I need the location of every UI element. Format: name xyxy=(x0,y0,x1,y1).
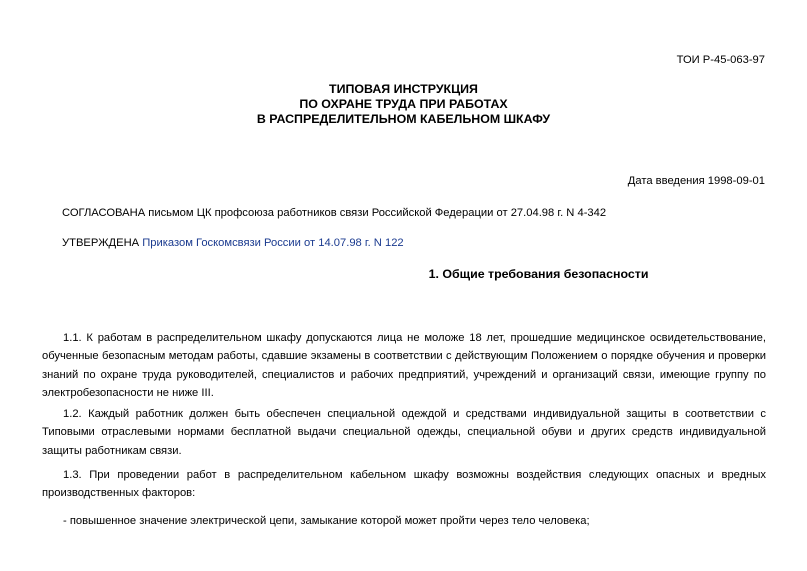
document-number: ТОИ Р-45-063-97 xyxy=(676,54,765,66)
document-title xyxy=(0,82,807,127)
approval-order-link[interactable]: Приказом Госкомсвязи России от 14.07.98 г. N 122 xyxy=(142,237,404,249)
agreed-note: СОГЛАСОВАНА письмом ЦК профсоюза работников связи Российской Федерации от 27.04.98 г. N 4-342 xyxy=(62,207,607,219)
title-line-3: В РАСПРЕДЕЛИТЕЛЬНОМ КАБЕЛЬНОМ ШКАФУ xyxy=(256,112,551,126)
paragraph-1-3: 1.3. При проведении работ в распределительном кабельном шкафу возможны воздействия следующих опасных и вредных производственных факторов: xyxy=(42,469,766,500)
section-title: 1. Общие требования безопасности xyxy=(428,267,649,281)
paragraph-list-item: - повышенное значение электрической цепи, замыкание которой может пройти через тело человека; xyxy=(63,515,590,527)
title-line-1: ТИПОВАЯ ИНСТРУКЦИЯ xyxy=(329,82,478,96)
section-heading xyxy=(0,267,807,281)
intro-date: Дата введения 1998-09-01 xyxy=(627,175,765,187)
title-line-2: ПО ОХРАНЕ ТРУДА ПРИ РАБОТАХ xyxy=(299,97,508,111)
approved-prefix: УТВЕРЖДЕНА xyxy=(62,237,143,249)
paragraph-1-1: 1.1. К работам в распределительном шкафу допускаются лица не моложе 18 лет, прошедшие медицинское освидетельствование, обученные безопасным методам работы, сдавшие экзамены в соответствии с действующим Положением о порядке обучения и проверки знаний по охране труда руководителей, специалистов и рабочих предприятий, учреждений и организаций связи, имеющие группу по электробезопасности не ниже III. xyxy=(42,332,766,400)
approved-note xyxy=(62,237,404,249)
paragraph-1-2: 1.2. Каждый работник должен быть обеспечен специальной одеждой и средствами индивидуальной защиты в соответствии с Типовыми отраслевыми нормами бесплатной выдачи специальной одежды, специальной обуви и других средств индивидуальной защиты работникам связи. xyxy=(42,408,766,457)
